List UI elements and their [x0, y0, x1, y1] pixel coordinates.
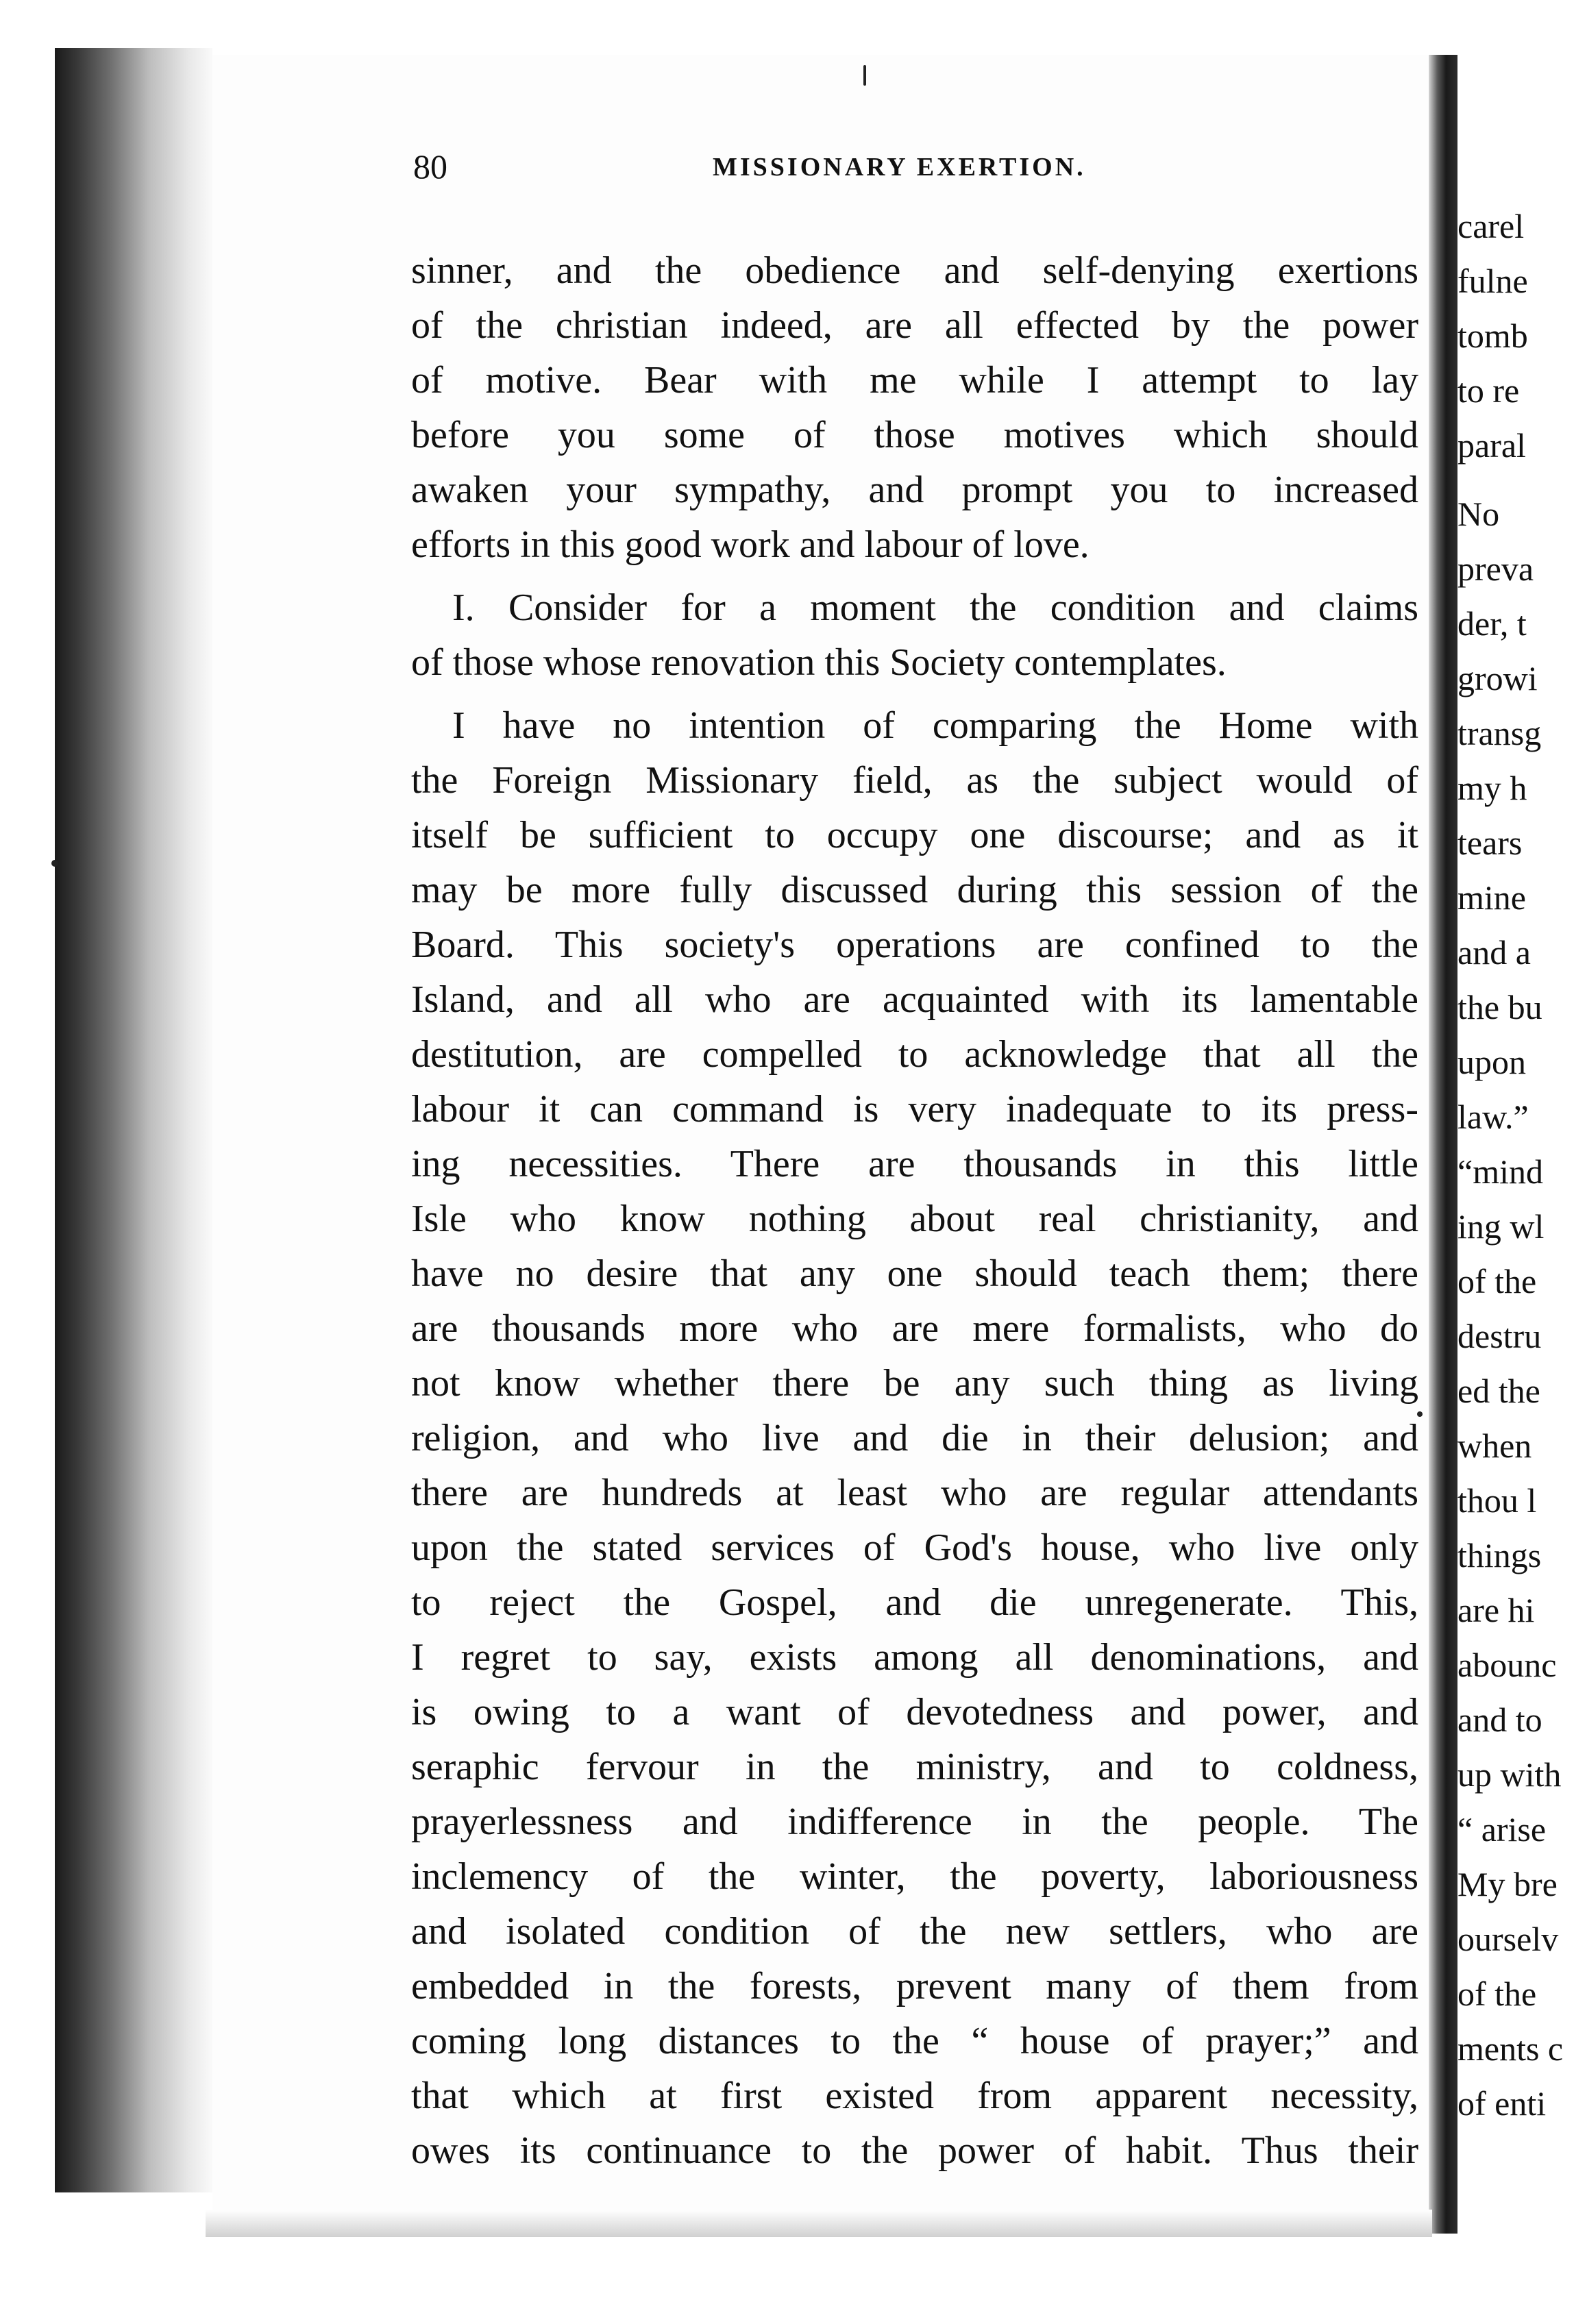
- text-line: inclemency of the winter, the poverty, laboriousness: [411, 1855, 1418, 1898]
- body-text: [411, 243, 1418, 2178]
- text-line: is owing to a want of devotedness and power, and: [411, 1691, 1418, 1733]
- facing-line: things: [1457, 1536, 1542, 1574]
- text-line: I. Consider for a moment the condition and claims: [452, 586, 1418, 629]
- text-line: destitution, are compelled to acknowledge that all the: [411, 1033, 1418, 1076]
- facing-line: of the: [1457, 1975, 1537, 2013]
- scan-speck: [51, 860, 58, 867]
- facing-line: ed the: [1457, 1372, 1540, 1410]
- book-gutter: [1429, 55, 1457, 2234]
- facing-line: preva: [1457, 549, 1534, 588]
- text-line: seraphic fervour in the ministry, and to coldness,: [411, 1746, 1418, 1788]
- text-line: labour it can command is very inadequate to its press-: [411, 1088, 1418, 1130]
- text-line: owes its continuance to the power of habit. Thus their: [411, 2129, 1418, 2172]
- text-line: awaken your sympathy, and prompt you to increased: [411, 469, 1418, 511]
- text-line: ing necessities. There are thousands in this little: [411, 1143, 1418, 1185]
- text-line: I have no intention of comparing the Home with: [452, 704, 1418, 747]
- facing-line: thou l: [1457, 1481, 1537, 1520]
- text-line: efforts in this good work and labour of love.: [411, 523, 1090, 566]
- facing-line: tomb: [1457, 317, 1528, 355]
- scan-speck: [1417, 1411, 1423, 1417]
- text-line: embedded in the forests, prevent many of them from: [411, 1965, 1418, 2007]
- text-line: religion, and who live and die in their delusion; and: [411, 1417, 1418, 1459]
- text-line: Island, and all who are acquainted with its lamentable: [411, 978, 1418, 1021]
- facing-line: paral: [1457, 426, 1526, 465]
- facing-line: ourselv: [1457, 1920, 1559, 1958]
- facing-line: “mind: [1457, 1152, 1543, 1191]
- facing-line: the bu: [1457, 988, 1542, 1026]
- text-line: Board. This society's operations are confined to the: [411, 924, 1418, 966]
- text-line: coming long distances to the “ house of prayer;” and: [411, 2020, 1418, 2062]
- text-line: of those whose renovation this Society contemplates.: [411, 641, 1227, 684]
- facing-line: of the: [1457, 1262, 1537, 1300]
- facing-line: law.”: [1457, 1098, 1529, 1136]
- scan-speck: [863, 65, 866, 86]
- text-line: have no desire that any one should teach them; there: [411, 1252, 1418, 1295]
- page-number: 80: [413, 147, 447, 186]
- facing-line: to re: [1457, 371, 1520, 410]
- facing-line: My bre: [1457, 1865, 1558, 1903]
- facing-line: abounc: [1457, 1646, 1557, 1684]
- facing-line: mine: [1457, 878, 1526, 917]
- facing-line: of enti: [1457, 2084, 1547, 2123]
- facing-line: tears: [1457, 824, 1523, 862]
- facing-line: ing wl: [1457, 1207, 1545, 1246]
- running-head: MISSIONARY EXERTION.: [713, 153, 1086, 182]
- text-line: of the christian indeed, are all effected by the power: [411, 304, 1418, 347]
- facing-line: ments c: [1457, 2029, 1564, 2068]
- facing-line: No: [1457, 495, 1500, 533]
- facing-line: “ arise: [1457, 1810, 1547, 1849]
- text-line: of motive. Bear with me while I attempt to lay: [411, 359, 1418, 401]
- text-line: before you some of those motives which should: [411, 414, 1418, 456]
- text-line: Isle who know nothing about real christianity, and: [411, 1198, 1418, 1240]
- facing-line: are hi: [1457, 1591, 1535, 1629]
- facing-line: up with: [1457, 1755, 1562, 1794]
- facing-line: upon: [1457, 1043, 1526, 1081]
- text-line: there are hundreds at least who are regular attendants: [411, 1472, 1418, 1514]
- text-line: itself be sufficient to occupy one discourse; and as it: [411, 814, 1418, 856]
- facing-line: when: [1457, 1426, 1532, 1465]
- text-line: are thousands more who are mere formalists, who do: [411, 1307, 1418, 1350]
- text-line: that which at first existed from apparent necessity,: [411, 2075, 1418, 2117]
- text-line: to reject the Gospel, and die unregenerate. This,: [411, 1581, 1418, 1624]
- text-line: prayerlessness and indifference in the people. The: [411, 1801, 1418, 1843]
- text-line: upon the stated services of God's house, who live only: [411, 1526, 1418, 1569]
- facing-line: der, t: [1457, 604, 1527, 643]
- scanned-book-edge: [55, 48, 212, 2192]
- text-line: the Foreign Missionary field, as the subject would of: [411, 759, 1418, 802]
- facing-line: and to: [1457, 1701, 1542, 1739]
- facing-line: and a: [1457, 933, 1531, 972]
- facing-page-fragment: [1457, 199, 1587, 2227]
- text-line: and isolated condition of the new settlers, who are: [411, 1910, 1418, 1953]
- facing-line: fulne: [1457, 262, 1528, 300]
- text-line: I regret to say, exists among all denominations, and: [411, 1636, 1418, 1679]
- page-bottom-shadow: [206, 2210, 1432, 2237]
- facing-line: growi: [1457, 659, 1538, 697]
- facing-line: destru: [1457, 1317, 1542, 1355]
- text-line: sinner, and the obedience and self-denying exertions: [411, 249, 1418, 292]
- facing-line: transg: [1457, 714, 1542, 752]
- text-line: not know whether there be any such thing as living: [411, 1362, 1418, 1405]
- text-line: may be more fully discussed during this session of the: [411, 869, 1418, 911]
- facing-line: carel: [1457, 207, 1525, 245]
- facing-line: my h: [1457, 769, 1527, 807]
